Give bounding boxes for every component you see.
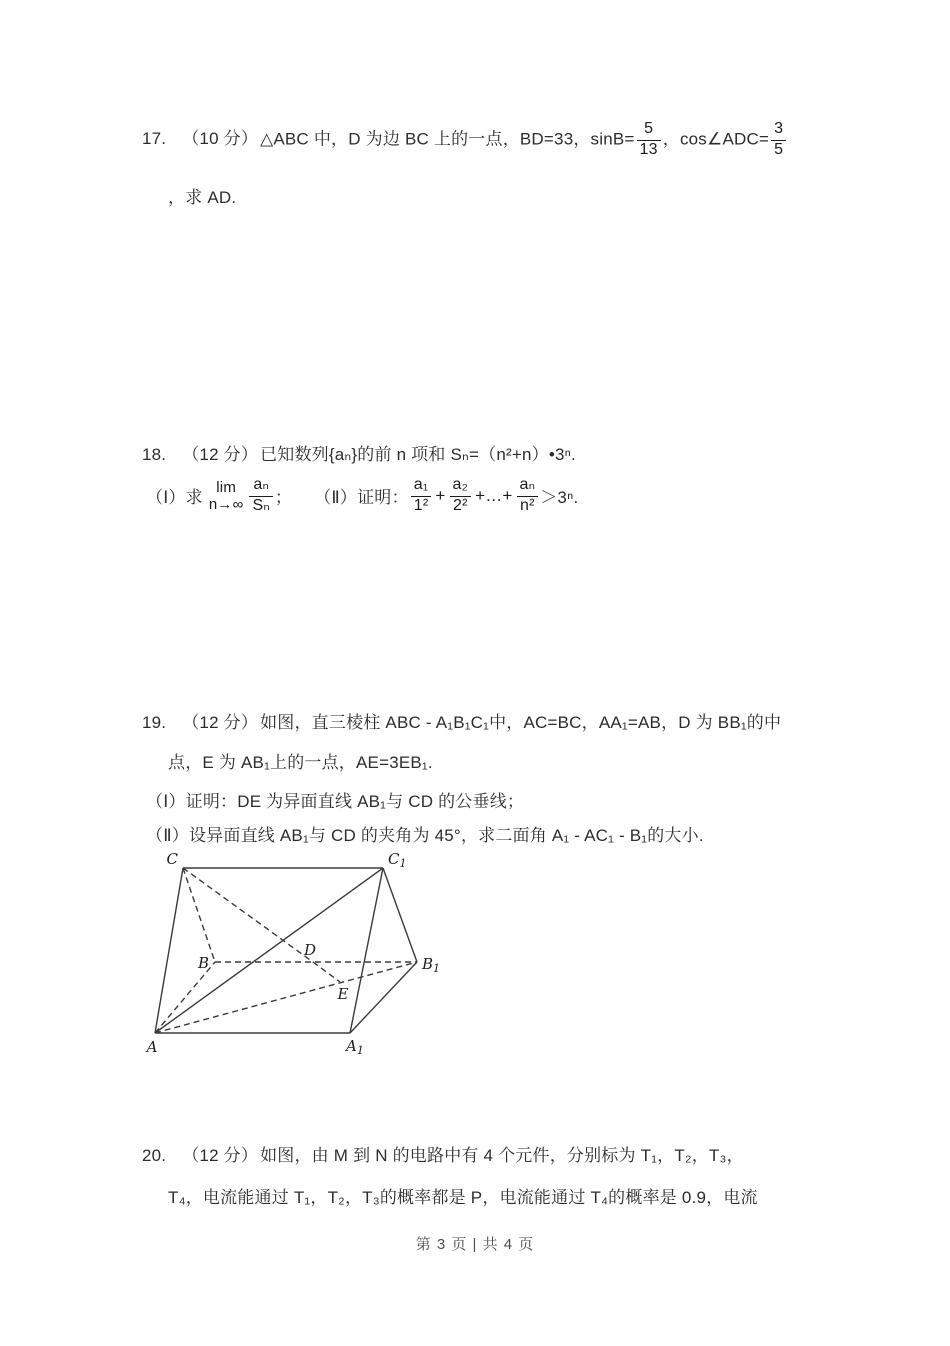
vertex-label-A1: $A_1$ bbox=[346, 1037, 364, 1057]
limit-condition: n→∞ bbox=[208, 495, 244, 513]
part-one-label: （Ⅰ）求 bbox=[146, 488, 203, 508]
inequality-tail: ＞3ⁿ. bbox=[540, 488, 579, 508]
problem-number: 20. bbox=[142, 1146, 167, 1165]
edge-A1-C1 bbox=[350, 868, 383, 1033]
segment-C-D-dashed bbox=[183, 868, 313, 962]
fraction-numerator: 5 bbox=[644, 120, 654, 137]
fraction-a2 bbox=[450, 477, 472, 515]
points-label: （12 分） bbox=[182, 713, 259, 732]
plus-operator: + bbox=[435, 485, 446, 505]
segment-D-E-dashed bbox=[313, 962, 340, 982]
fraction-an bbox=[517, 477, 539, 515]
fraction-a1 bbox=[411, 477, 432, 515]
vertex-label-C: C bbox=[166, 850, 178, 868]
problem-19-line-1 bbox=[142, 708, 781, 733]
problem-19-line-4: （Ⅱ）设异面直线 AB₁与 CD 的夹角为 45°，求二面角 A₁ - AC₁ - B₁的大小. bbox=[146, 826, 704, 845]
part-two-label: （Ⅱ）证明： bbox=[314, 488, 409, 508]
problem-18-line-1 bbox=[142, 440, 576, 465]
fraction-numerator: a₂ bbox=[452, 476, 469, 493]
fraction-denominator: 13 bbox=[639, 140, 658, 158]
fraction-denominator: Sₙ bbox=[252, 496, 270, 514]
problem-20-line-1 bbox=[142, 1141, 744, 1166]
problem-19-line-3: （Ⅰ）证明：DE 为异面直线 AB₁与 CD 的公垂线； bbox=[146, 792, 525, 811]
edge-C-A bbox=[155, 868, 183, 1033]
limit-operator: lim bbox=[216, 478, 237, 496]
points-label: （10 分） bbox=[182, 129, 259, 149]
page-footer: 第 3 页 | 共 4 页 bbox=[415, 1236, 535, 1253]
diagonal-A-C1 bbox=[155, 868, 383, 1033]
text-segment: 已知数列{aₙ}的前 n 项和 Sₙ=（n²+n）•3ⁿ. bbox=[260, 445, 576, 464]
fraction-denominator: n² bbox=[520, 496, 535, 514]
problem-number: 18. bbox=[142, 445, 167, 464]
fraction-numerator: 3 bbox=[774, 120, 784, 137]
fraction-denominator: 2² bbox=[452, 496, 468, 514]
text-segment: △ABC 中，D 为边 BC 上的一点，BD=33，sinB= bbox=[260, 129, 635, 149]
fraction-sinB bbox=[637, 121, 661, 159]
problem-20-line-2: T₄，电流能通过 T₁，T₂，T₃的概率都是 P，电流能通过 T₄的概率是 0.9，电流 bbox=[168, 1188, 758, 1207]
vertex-label-A: A bbox=[146, 1038, 158, 1056]
fraction-denominator: 5 bbox=[774, 140, 784, 158]
fraction-numerator: a₁ bbox=[413, 476, 429, 493]
fraction-cosADC bbox=[771, 121, 786, 159]
text-segment: ，cos∠ADC= bbox=[662, 129, 770, 149]
edge-A-B-dashed bbox=[155, 962, 215, 1033]
edge-C-B-dashed bbox=[183, 868, 215, 962]
text-segment: 如图，直三棱柱 ABC - A₁B₁C₁中，AC=BC，AA₁=AB，D 为 BB₁的中 bbox=[260, 713, 782, 732]
fraction-an-over-Sn bbox=[249, 477, 272, 515]
points-label: （12 分） bbox=[182, 445, 259, 464]
vertex-label-C1: $C_1$ bbox=[388, 850, 407, 870]
edge-A1-B1 bbox=[350, 962, 417, 1033]
vertex-label-E: E bbox=[337, 985, 349, 1003]
fraction-numerator: aₙ bbox=[253, 476, 270, 493]
separator: ； bbox=[274, 488, 293, 508]
problem-19-line-2: 点，E 为 AB₁上的一点，AE=3EB₁. bbox=[168, 753, 433, 772]
text-segment: 如图，由 M 到 N 的电路中有 4 个元件，分别标为 T₁，T₂，T₃， bbox=[260, 1146, 744, 1165]
problem-number: 19. bbox=[142, 713, 167, 732]
problem-17-line-1 bbox=[142, 121, 788, 159]
ellipsis-plus-operator: +…+ bbox=[475, 485, 513, 505]
problem-18-line-2 bbox=[146, 477, 578, 515]
vertex-label-B1: $B_1$ bbox=[422, 955, 441, 975]
problem-17-line-2: ，求 AD. bbox=[168, 188, 237, 207]
segment-A-B1-dashed bbox=[155, 962, 417, 1033]
vertex-label-D: D bbox=[303, 941, 317, 959]
edge-C1-B1 bbox=[383, 868, 417, 962]
points-label: （12 分） bbox=[182, 1146, 259, 1165]
limit-block bbox=[209, 479, 244, 514]
vertex-label-B: B bbox=[197, 954, 209, 972]
prism-figure-svg bbox=[130, 845, 460, 1075]
problem-number: 17. bbox=[142, 129, 167, 149]
fraction-numerator: aₙ bbox=[519, 476, 536, 493]
prism-figure bbox=[130, 845, 460, 1075]
fraction-denominator: 1² bbox=[413, 496, 429, 514]
